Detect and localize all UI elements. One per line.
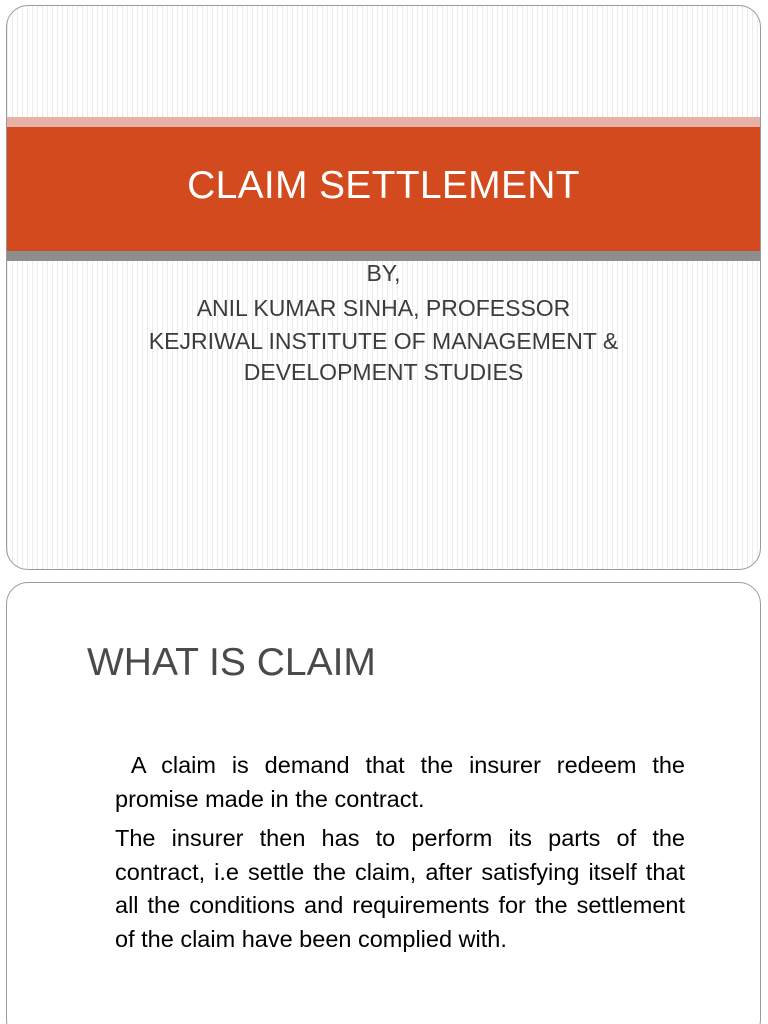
slide-heading: WHAT IS CLAIM — [87, 641, 376, 684]
slide-body — [115, 749, 692, 962]
slide-title: CLAIM SETTLEMENT — [187, 164, 580, 207]
slide-subtitle — [7, 256, 760, 388]
body-paragraph-1: A claim is demand that the insurer redeem the promise made in the contract. — [115, 752, 692, 812]
title-band-top-stripe — [7, 117, 760, 127]
by-line: BY, — [366, 260, 401, 286]
content-slide — [6, 582, 761, 1024]
body-paragraph-2: The insurer then has to perform its parts of the contract, i.e settle the claim, after satisfying itself that all the conditions and requirements for the settlement of the claim have been complied with. — [115, 825, 685, 952]
institute-line-1: KEJRIWAL INSTITUTE OF MANAGEMENT & — [148, 328, 619, 354]
title-slide — [6, 5, 761, 570]
institute-line-2: DEVELOPMENT STUDIES — [243, 359, 524, 385]
author-line: ANIL KUMAR SINHA, PROFESSOR — [196, 295, 571, 321]
